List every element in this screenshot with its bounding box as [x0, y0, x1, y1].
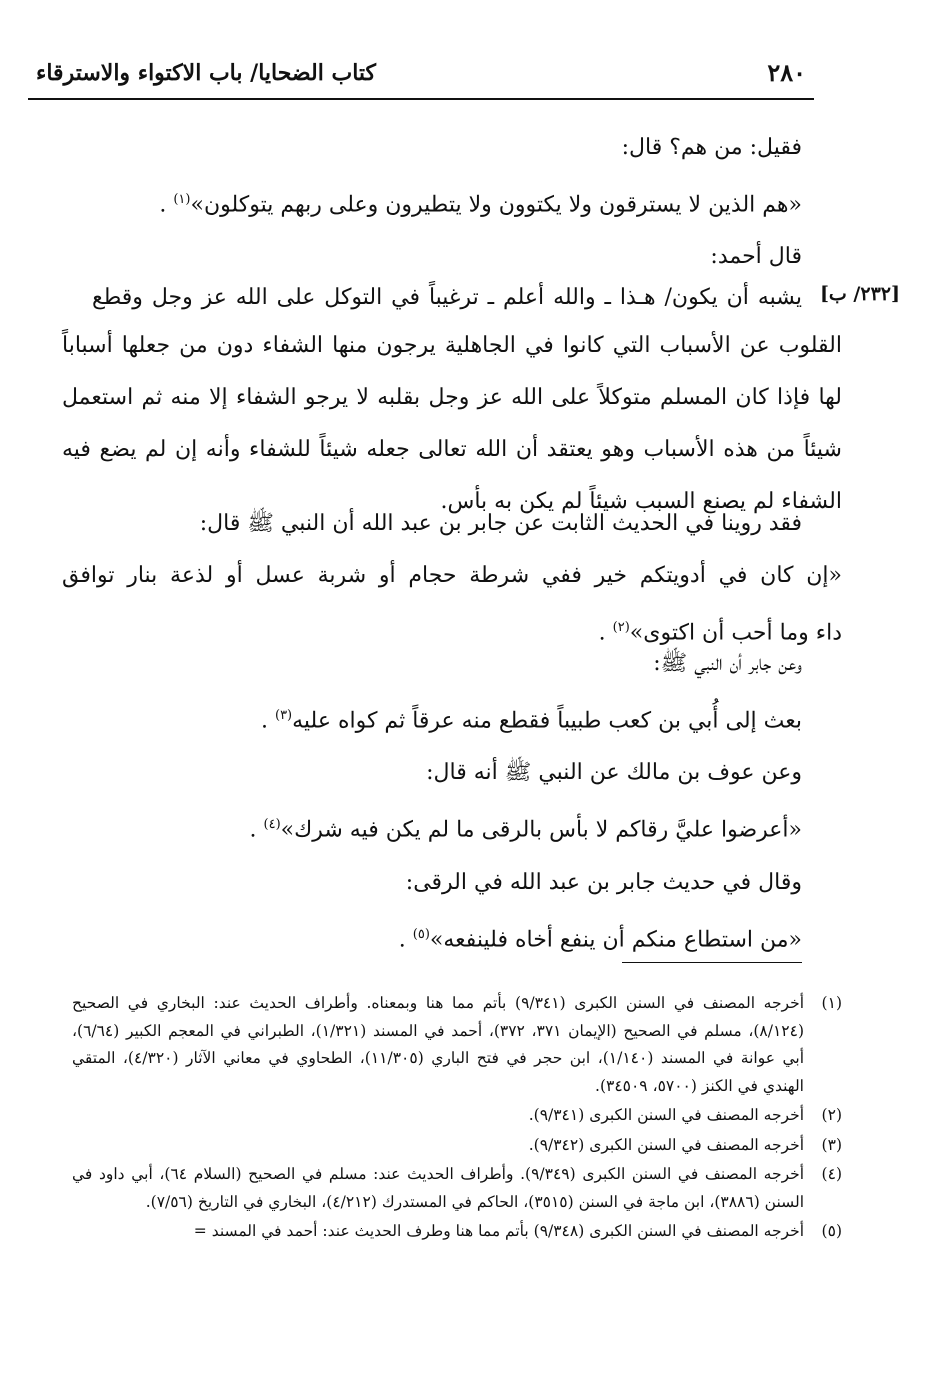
- body-line: فقيل: من هم؟ قال:: [621, 135, 802, 160]
- footnote-item: [72, 990, 842, 1100]
- footnote-text: أخرجه المصنف في السنن الكبرى (٩/٣٤٩). وأطراف الحديث عند: مسلم في الصحيح (السلام ٦٤)، أبي داود في السنن (٣٨٨٦)، ابن ماجة في السنن (٣٥١٥)، الحاكم في المستدرك (٤/٢١٢)، البخاري في التاريخ (٧/٥٦).: [72, 1165, 805, 1211]
- body-bottom: [62, 640, 802, 964]
- page-number: ٢٨٠: [767, 58, 806, 87]
- footnote-item: [72, 1218, 842, 1246]
- footnote-ref[interactable]: (٤): [263, 817, 281, 833]
- body-top: [102, 124, 802, 281]
- paragraph-line: يشبه أن يكون/ هـذا ـ والله أعلم ـ ترغيباً في التوكل على الله عز وجل وقطع: [92, 285, 802, 310]
- paragraph-narration: [62, 500, 802, 548]
- paragraph-line: بعث إلى أُبي بن كعب طبيباً فقطع منه عرقاً ثم كواه عليه$^{(٣)}$ .: [260, 708, 802, 734]
- paragraph-commentary: [32, 274, 802, 322]
- folio-marker: [٢٣٢/ ب]: [819, 283, 900, 305]
- footnote-item: [72, 1102, 842, 1130]
- footnote-ref[interactable]: (٥): [412, 926, 430, 942]
- footnote-number: (٥): [821, 1222, 842, 1240]
- footnote-number: (٣): [821, 1135, 842, 1154]
- paragraph-line: وقال في حديث جابر بن عبد الله في الرقى:: [405, 869, 802, 895]
- paragraph-line: شيئاً من هذه الأسباب وهو يعتقد أن الله تعالى جعله شيئاً للشفاء وأنه إن لم يضع فيه: [62, 437, 842, 462]
- paragraph-line: «من استطاع منكم أن ينفع أخاه فلينفعه»$^{(٥)}$ .: [398, 926, 802, 952]
- footnote-text: أخرجه المصنف في السنن الكبرى (٩/٣٤١).: [528, 1106, 804, 1124]
- paragraph-line: داء وما أحب أن اكتوى»$^{(٢)}$ .: [598, 620, 842, 646]
- footnote-text: أخرجه المصنف في السنن الكبرى (٩/٣٤١) بأتم مما هنا وبمعناه. وأطراف الحديث عند: البخاري في الصحيح (٨/١٢٤)، مسلم في الصحيح (الإيمان ٣٧١، ٣٧٢)، أحمد في المسند (١/٣٢١)، الطبراني في المعجم الكبير (٦/٦٤)، أبي عوانة في المسند (١/١٤٠)، ابن حجر في فتح الباري (١١/٣٠٥)، الطحاوي في معاني الآثار (٤/٣٢٠)، المتقي الهندي في الكنز (٥٧٠٠، ٣٤٥٠٩).: [72, 994, 805, 1095]
- footnotes: [72, 990, 842, 1248]
- footnote-item: [72, 1161, 842, 1216]
- footnote-ref[interactable]: (٢): [612, 620, 630, 635]
- footnote-text: أخرجه المصنف في السنن الكبرى (٩/٣٤٨) بأتم مما هنا وطرف الحديث عند: أحمد في المسند =: [193, 1222, 804, 1240]
- chapter-title: كتاب الضحايا/ باب الاكتواء والاسترقاء: [36, 60, 377, 86]
- paragraph-line: «أعرضوا عليَّ رقاكم لا بأس بالرقى ما لم يكن فيه شرك»$^{(٤)}$ .: [249, 817, 802, 843]
- paragraph-line: لها فإذا كان المسلم متوكلاً على الله عز وجل بقلبه لا يرجو الشفاء إلا منه ثم استعمل: [62, 385, 842, 410]
- paragraph-line: وعن جابر أن النبي ﷺ:: [653, 651, 802, 676]
- footnote-number: (١): [821, 994, 842, 1012]
- footnote-number: (٤): [821, 1165, 842, 1183]
- running-head: [28, 58, 814, 100]
- paragraph-line: «إن كان في أدويتكم خير ففي شرطة حجام أو شربة عسل أو لذعة بنار توافق: [62, 563, 842, 588]
- footnote-item: [72, 1132, 842, 1160]
- paragraph-commentary-cont: [32, 322, 842, 526]
- body-line: قال أحمد:: [710, 244, 802, 270]
- paragraph-line: الشفاء لم يصنع السبب شيئاً لم يكن به بأس.: [440, 489, 842, 514]
- paragraph-line: القلوب عن الأسباب التي كانوا في الجاهلية يرجون منها الشفاء دون من جعلها أسباباً: [62, 333, 842, 358]
- paragraph-line: فقد روينا في الحديث الثابت عن جابر بن عبد الله أن النبي ﷺ قال:: [199, 511, 802, 536]
- paragraph-line: وعن عوف بن مالك عن النبي ﷺ أنه قال:: [426, 760, 802, 786]
- hadith-quote: «هم الذين لا يسترقون ولا يكتوون ولا يتطيرون وعلى ربهم يتوكلون»$^{(١)}$ .: [159, 192, 802, 218]
- footnote-ref[interactable]: (١): [173, 192, 191, 207]
- footnote-number: (٢): [821, 1106, 842, 1124]
- footnote-text: أخرجه المصنف في السنن الكبرى (٩/٣٤٢).: [528, 1135, 804, 1154]
- footnote-ref[interactable]: (٣): [274, 708, 293, 723]
- footnote-divider: [622, 962, 802, 963]
